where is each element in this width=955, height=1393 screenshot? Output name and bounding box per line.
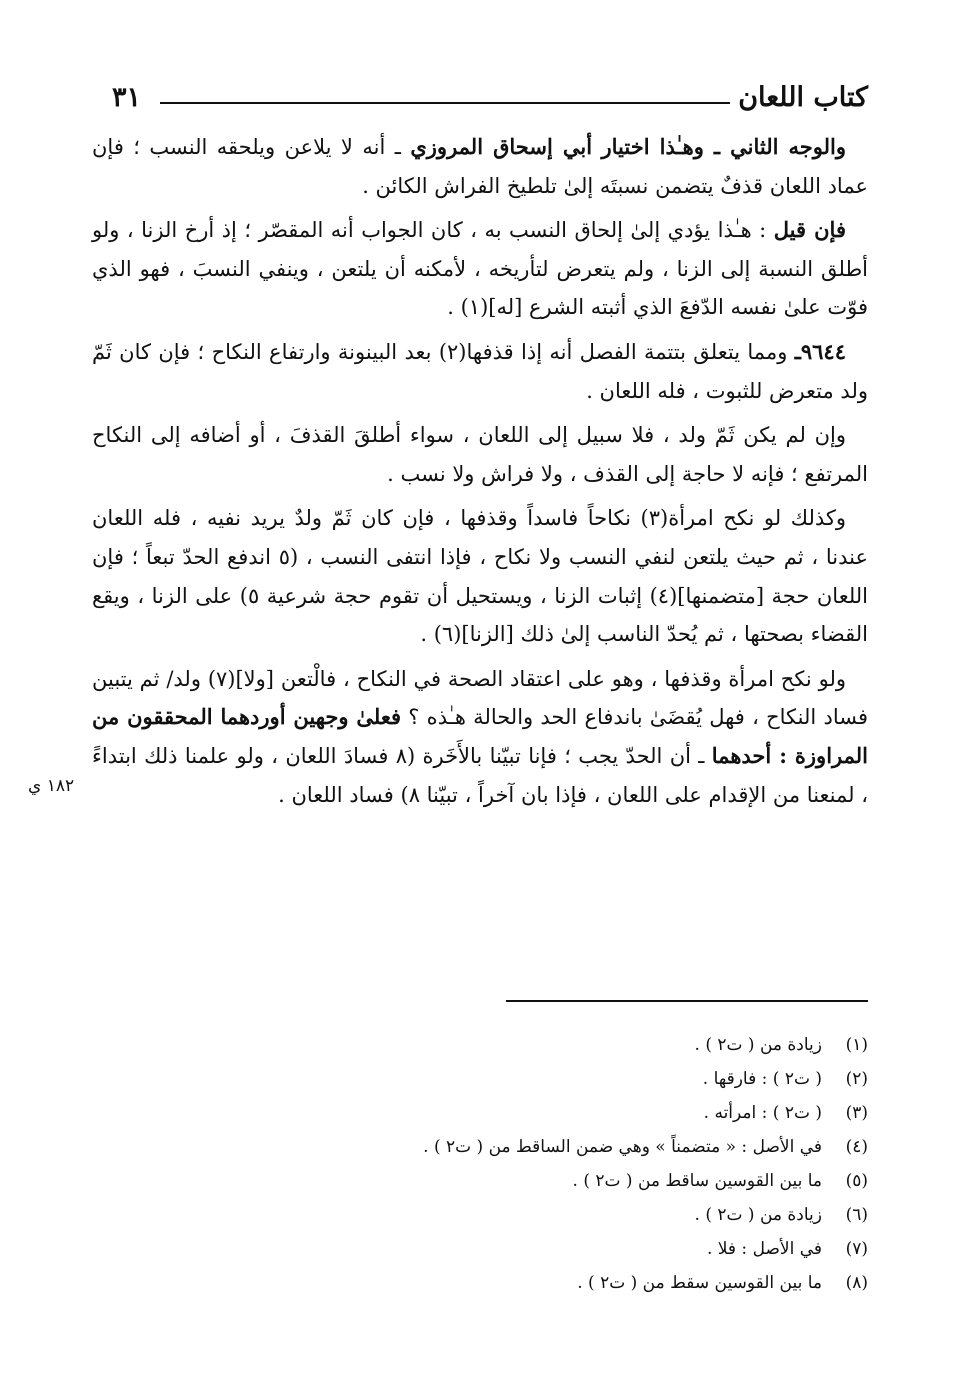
footnote-text: ما بين القوسين سقط من ( ت٢ ) .	[577, 1273, 822, 1293]
page-number: ٣١	[112, 82, 142, 113]
footnote-text: زيادة من ( ت٢ ) .	[694, 1035, 822, 1055]
running-title: كتاب اللعان	[738, 82, 868, 113]
footnote-number: (٧)	[845, 1239, 868, 1259]
footnote-item	[368, 1164, 868, 1198]
footnote-text: في الأصل : فلا .	[706, 1239, 822, 1259]
paragraph-text-tail: ـ أن الحدّ يجب ؛ فإنا تبيّنا بالأَخَرة (٨ فسادَ اللعان ، ولو علمنا ذلك ابتداءً ، لمنعنا من الإقدام على اللعان ، فإذا بان آخراً ، تبيّنا ٨) فساد اللعان .	[92, 743, 868, 807]
footnote-item	[368, 1096, 868, 1130]
footnote-item	[368, 1198, 868, 1232]
footnote-number: (١)	[845, 1035, 868, 1055]
paragraph-text: وإن لم يكن ثَمّ ولد ، فلا سبيل إلى اللعان ، سواء أطلقَ القذفَ ، أو أضافه إلى النكاح المرتفع ؛ فإنه لا حاجة إلى القذف ، ولا فراش ولا نسب .	[92, 423, 868, 486]
footnote-number: (٤)	[845, 1137, 868, 1157]
paragraph	[92, 128, 868, 205]
footnote-number: (٦)	[845, 1205, 868, 1225]
section-number: ٩٦٤٤ـ	[794, 338, 846, 364]
paragraph-text: : هـٰذا يؤدي إلىٰ إلحاق النسب به ، كان الجواب أنه المقصّر ؛ إذ أرخ الزنا ، ولو أطلق النسبة إلى الزنا ، ولم يتعرض لتأريخه ، لأمكنه أن يلتعن ، وينفي النسبَ ، فهو الذي فوّت علىٰ نفسه الدّفعَ الذي أثبته الشرع [له](١) .	[92, 218, 868, 320]
paragraph-lead: فإن قيل	[773, 217, 846, 243]
main-text	[92, 128, 868, 820]
footnote-item	[368, 1062, 868, 1096]
footnote-item	[368, 1232, 868, 1266]
footnote-separator	[506, 1000, 868, 1002]
footnote-text: زيادة من ( ت٢ ) .	[694, 1205, 822, 1225]
footnote-number: (٨)	[845, 1273, 868, 1293]
footnotes	[368, 1028, 868, 1300]
paragraph	[92, 416, 868, 493]
paragraph-text: وكذلك لو نكح امرأة(٣) نكاحاً فاسداً وقذفها ، فإن كان ثَمّ ولدٌ يريد نفيه ، فله اللعان عندنا ، ثم حيث يلتعن لنفي النسب ولا نكاح ، فإذا انتفى النسب ، (٥ اندفع الحدّ تبعاً ؛ فإن اللعان حجة [متضمنها](٤) إثبات الزنا ، ويستحيل أن تقوم حجة شرعية ٥) على الزنا ، ويقع القضاء بصحتها ، ثم يُحدّ الناسب إلىٰ ذلك [الزنا](٦) .	[92, 506, 869, 647]
paragraph-text: ومما يتعلق بتتمة الفصل أنه إذا قذفها(٢) بعد البينونة وارتفاع النكاح ؛ فإن كان ثَمّ ولد متعرض للثبوت ، فله اللعان .	[92, 339, 868, 403]
scholar-name: أبي إسحاق المروزي	[410, 134, 593, 159]
footnote-text: ( ت٢ ) : امرأته .	[703, 1103, 822, 1123]
footnote-item	[368, 1130, 868, 1164]
header-rule	[160, 102, 730, 104]
footnote-item	[368, 1028, 868, 1062]
paragraph	[92, 333, 868, 410]
footnote-number: (٥)	[845, 1171, 868, 1191]
paragraph-text: ـ أنه لا يلاعن ويلحقه النسب ؛ فإن عماد اللعان قذفٌ يتضمن نسبتَه إلىٰ تلطيخ الفراش الكائن .	[92, 135, 868, 198]
page-header	[112, 78, 868, 118]
footnote-text: ( ت٢ ) : فارقها .	[702, 1069, 822, 1089]
footnote-text: في الأصل : « متضمناً » وهي ضمن الساقط من ( ت٢ ) .	[423, 1137, 822, 1157]
paragraph	[92, 499, 868, 653]
paragraph-lead: والوجه الثاني ـ وهـٰذا اختيار	[601, 134, 846, 159]
footnote-text: ما بين القوسين ساقط من ( ت٢ ) .	[572, 1171, 822, 1191]
paragraph	[92, 660, 868, 814]
paragraph	[92, 211, 868, 327]
footnote-item	[368, 1266, 868, 1300]
footnote-number: (٣)	[845, 1103, 868, 1123]
paragraph-bold-text: فعلىٰ وجهين أوردهما المحققون من المراوزة : أحدهما	[92, 704, 868, 768]
footnote-number: (٢)	[845, 1069, 868, 1089]
margin-folio-note: ١٨٢ ي	[28, 776, 75, 796]
paragraph-text: ولو نكح امرأة وقذفها ، وهو على اعتقاد الصحة في النكاح ، فالْتعن [ولا](٧) ولد/ ثم يتبين فساد النكاح ، فهل يُقضَىٰ باندفاع الحد والحالة هـٰذه ؟	[92, 666, 868, 730]
